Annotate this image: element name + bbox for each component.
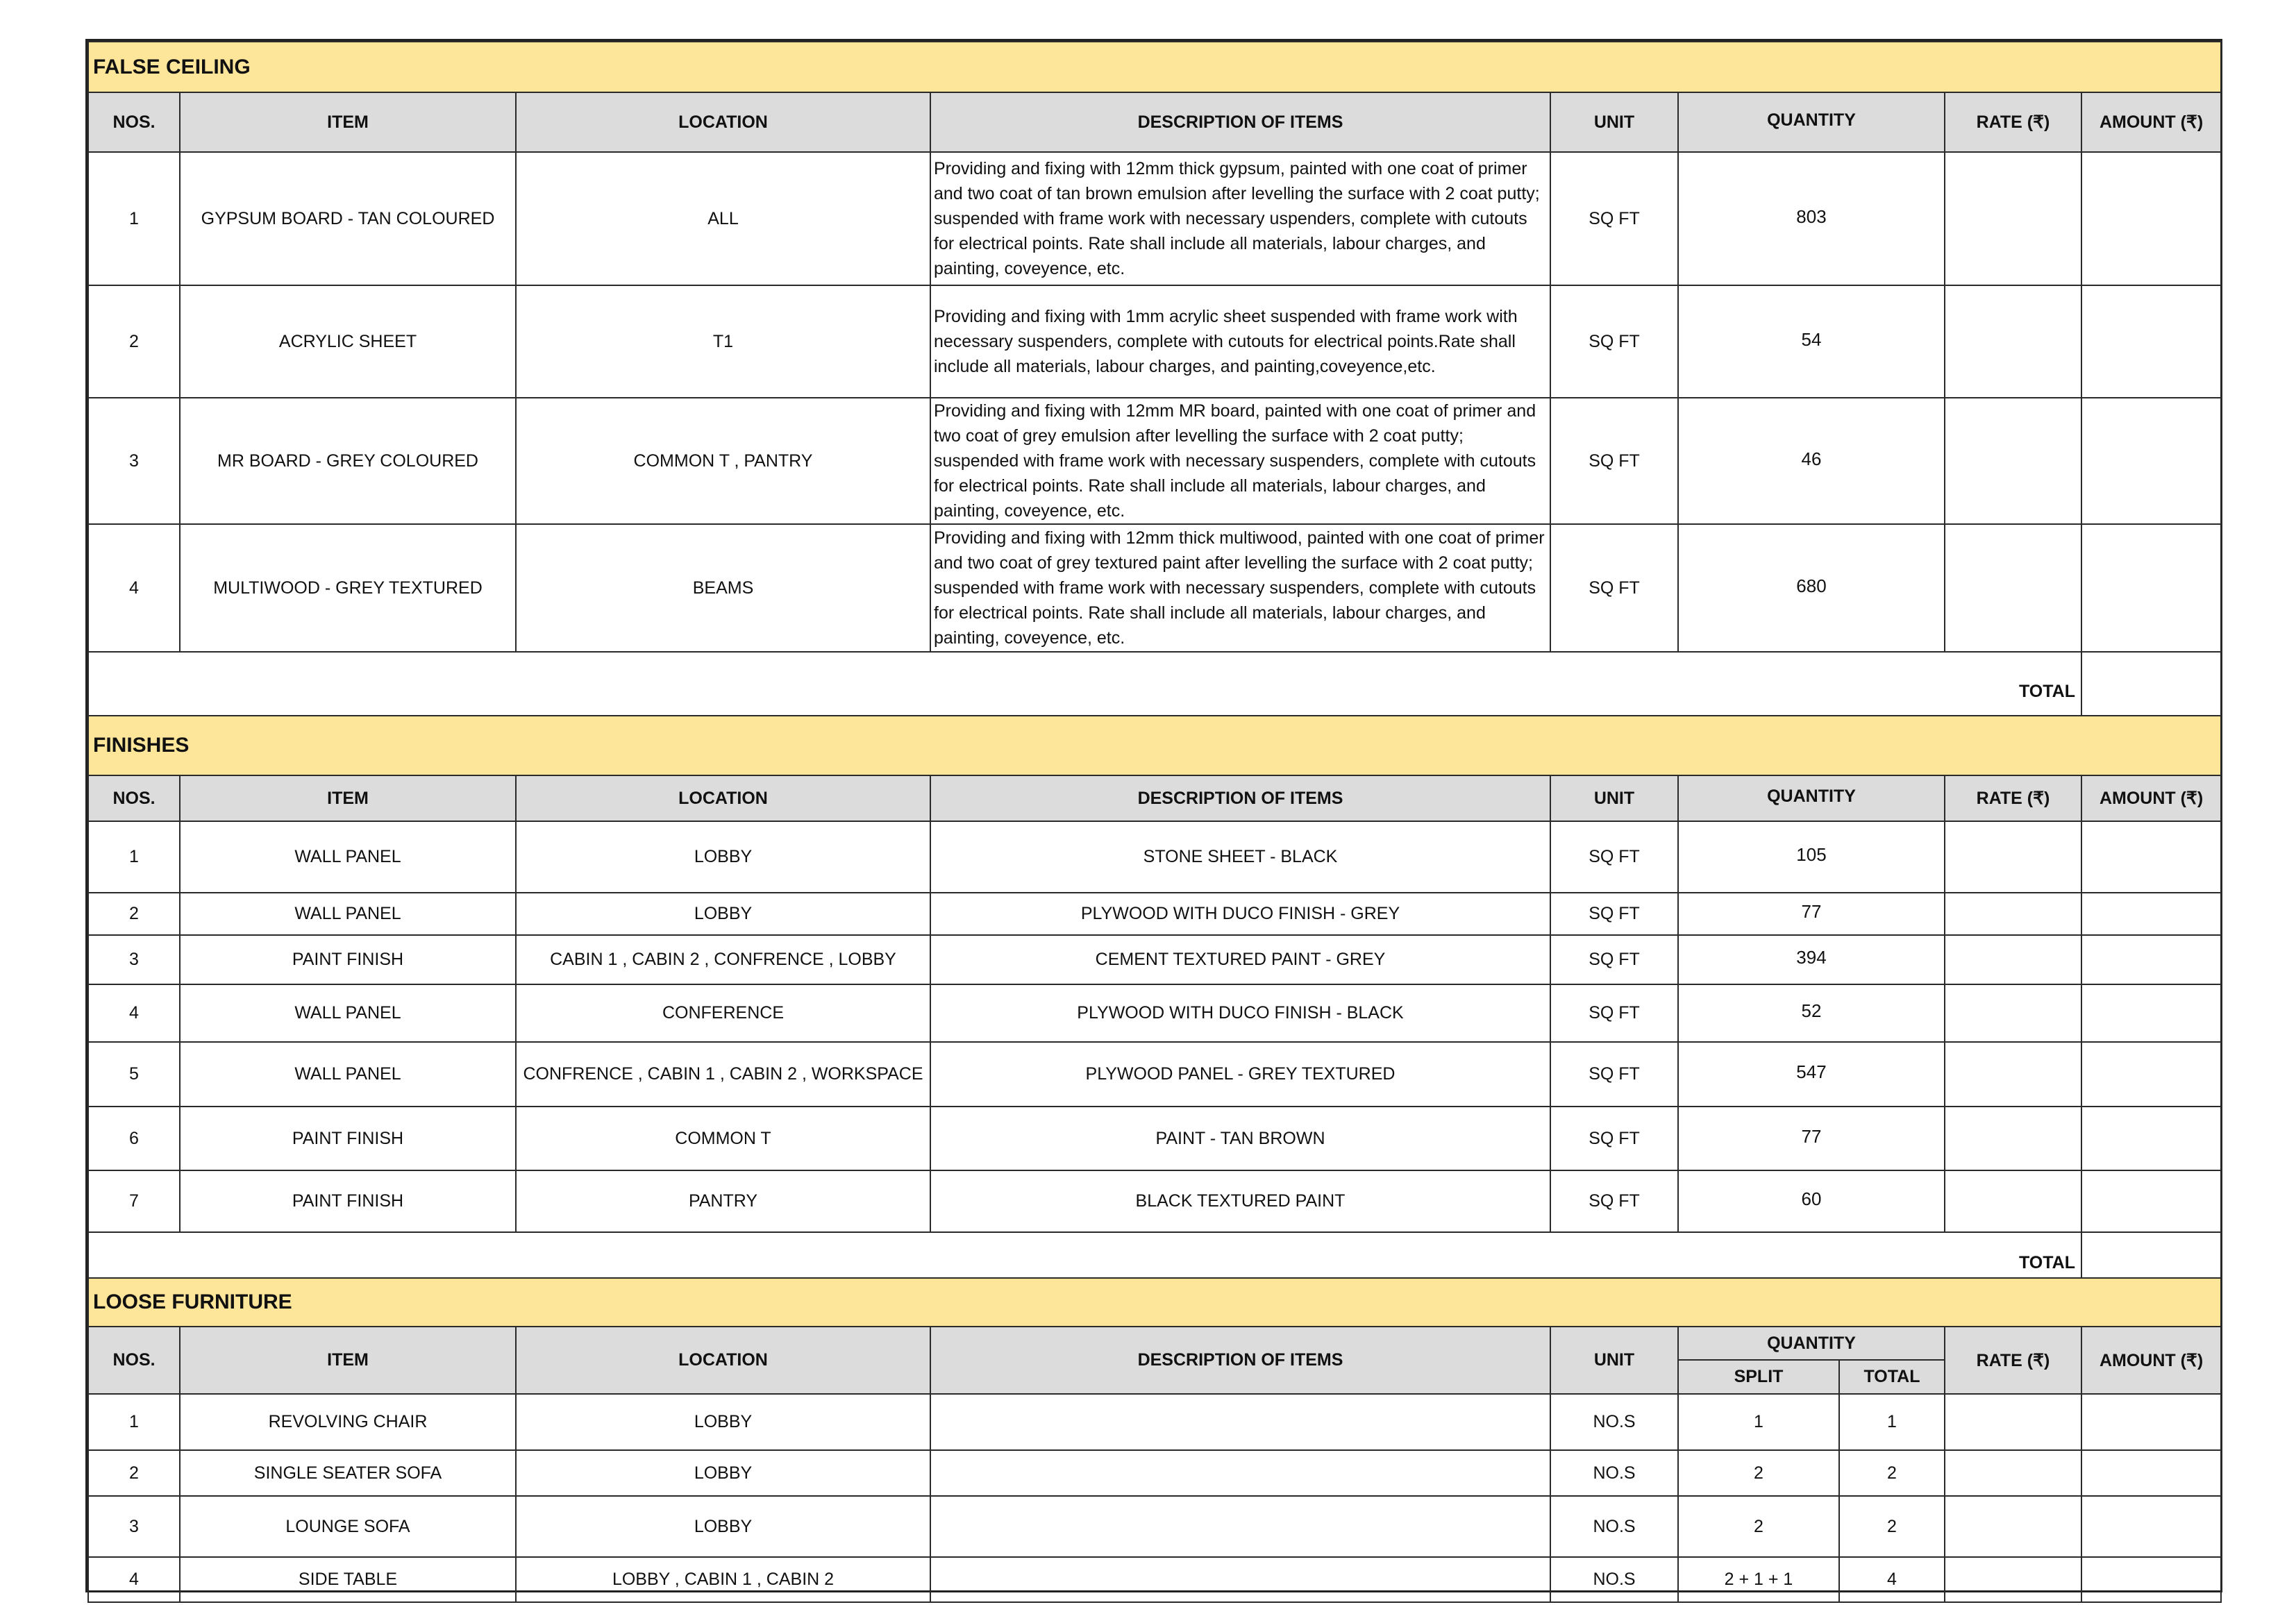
cell-rate[interactable] bbox=[1945, 152, 2081, 285]
col-split: SPLIT bbox=[1678, 1360, 1839, 1394]
cell-quantity: 394 bbox=[1678, 935, 1945, 984]
cell-quantity: 77 bbox=[1678, 893, 1945, 935]
col-item: ITEM bbox=[180, 1327, 516, 1394]
cell-item: PAINT FINISH bbox=[180, 1170, 516, 1232]
total-row bbox=[88, 652, 2221, 716]
col-unit: UNIT bbox=[1550, 1327, 1678, 1394]
col-location: LOCATION bbox=[516, 1327, 930, 1394]
cell-quantity: 547 bbox=[1678, 1042, 1945, 1107]
cell-unit: SQ FT bbox=[1550, 984, 1678, 1042]
boq-table bbox=[87, 41, 2222, 1603]
cell-item: MULTIWOOD - GREY TEXTURED bbox=[180, 524, 516, 652]
cell-amount[interactable] bbox=[2081, 1394, 2221, 1450]
col-amount: AMOUNT (₹) bbox=[2081, 92, 2221, 152]
cell-nos: 1 bbox=[88, 1394, 180, 1450]
col-nos: NOS. bbox=[88, 1327, 180, 1394]
cell-rate[interactable] bbox=[1945, 1042, 2081, 1107]
cell-unit: SQ FT bbox=[1550, 893, 1678, 935]
cell-nos: 1 bbox=[88, 152, 180, 285]
cell-quantity: 803 bbox=[1678, 152, 1945, 285]
cell-amount[interactable] bbox=[2081, 1107, 2221, 1170]
cell-location: COMMON T bbox=[516, 1107, 930, 1170]
cell-item: WALL PANEL bbox=[180, 1042, 516, 1107]
cell-quantity: 60 bbox=[1678, 1170, 1945, 1232]
cell-rate[interactable] bbox=[1945, 1496, 2081, 1557]
cell-total: 4 bbox=[1839, 1557, 1945, 1602]
cell-nos: 3 bbox=[88, 1496, 180, 1557]
col-description: DESCRIPTION OF ITEMS bbox=[930, 775, 1550, 821]
cell-description: PLYWOOD WITH DUCO FINISH - GREY bbox=[930, 893, 1550, 935]
col-unit: UNIT bbox=[1550, 92, 1678, 152]
section-loose-furniture bbox=[88, 1278, 2221, 1327]
col-item: ITEM bbox=[180, 92, 516, 152]
cell-rate[interactable] bbox=[1945, 1557, 2081, 1602]
cell-quantity: 105 bbox=[1678, 821, 1945, 893]
cell-split: 2 bbox=[1678, 1450, 1839, 1496]
cell-unit: SQ FT bbox=[1550, 821, 1678, 893]
cell-location: LOBBY bbox=[516, 1394, 930, 1450]
table-row bbox=[88, 1394, 2221, 1450]
col-nos: NOS. bbox=[88, 775, 180, 821]
bill-of-quantities-sheet bbox=[85, 39, 2222, 1592]
cell-nos: 4 bbox=[88, 984, 180, 1042]
cell-rate[interactable] bbox=[1945, 935, 2081, 984]
cell-unit: SQ FT bbox=[1550, 1042, 1678, 1107]
cell-item: WALL PANEL bbox=[180, 984, 516, 1042]
cell-description bbox=[930, 1450, 1550, 1496]
section-title: LOOSE FURNITURE bbox=[88, 1278, 2221, 1327]
cell-description: PLYWOOD PANEL - GREY TEXTURED bbox=[930, 1042, 1550, 1107]
table-row bbox=[88, 1557, 2221, 1602]
cell-location: BEAMS bbox=[516, 524, 930, 652]
table-row bbox=[88, 1496, 2221, 1557]
table-row bbox=[88, 398, 2221, 524]
section-title: FINISHES bbox=[88, 716, 2221, 775]
cell-rate[interactable] bbox=[1945, 984, 2081, 1042]
col-rate: RATE (₹) bbox=[1945, 775, 2081, 821]
cell-location: LOBBY bbox=[516, 893, 930, 935]
cell-location: T1 bbox=[516, 285, 930, 398]
cell-description: Providing and fixing with 12mm MR board, painted with one coat of primer and two coat of grey emulsion after levelling the surface with 2 coat putty; suspended with frame work with necessary suspenders, complete with cutouts for electrical points. Rate shall include all materials, labour charges, and painting, coveyence, etc. bbox=[930, 398, 1550, 524]
table-row bbox=[88, 1042, 2221, 1107]
table-row bbox=[88, 524, 2221, 652]
cell-quantity: 46 bbox=[1678, 398, 1945, 524]
cell-location: LOBBY bbox=[516, 1450, 930, 1496]
cell-unit: NO.S bbox=[1550, 1450, 1678, 1496]
cell-rate[interactable] bbox=[1945, 285, 2081, 398]
cell-location: LOBBY bbox=[516, 1496, 930, 1557]
cell-amount[interactable] bbox=[2081, 1042, 2221, 1107]
cell-location: CONFERENCE bbox=[516, 984, 930, 1042]
table-row bbox=[88, 285, 2221, 398]
cell-amount[interactable] bbox=[2081, 285, 2221, 398]
cell-unit: NO.S bbox=[1550, 1496, 1678, 1557]
cell-location: LOBBY bbox=[516, 821, 930, 893]
cell-description: CEMENT TEXTURED PAINT - GREY bbox=[930, 935, 1550, 984]
cell-description bbox=[930, 1496, 1550, 1557]
header-row bbox=[88, 92, 2221, 152]
cell-rate[interactable] bbox=[1945, 524, 2081, 652]
cell-split: 2 + 1 + 1 bbox=[1678, 1557, 1839, 1602]
cell-amount[interactable] bbox=[2081, 935, 2221, 984]
cell-location: COMMON T , PANTRY bbox=[516, 398, 930, 524]
cell-item: MR BOARD - GREY COLOURED bbox=[180, 398, 516, 524]
cell-amount[interactable] bbox=[2081, 152, 2221, 285]
cell-amount[interactable] bbox=[2081, 821, 2221, 893]
cell-description bbox=[930, 1394, 1550, 1450]
cell-description: PLYWOOD WITH DUCO FINISH - BLACK bbox=[930, 984, 1550, 1042]
col-quantity: QUANTITY bbox=[1678, 1327, 1945, 1360]
col-nos: NOS. bbox=[88, 92, 180, 152]
cell-unit: SQ FT bbox=[1550, 152, 1678, 285]
cell-rate[interactable] bbox=[1945, 1107, 2081, 1170]
cell-rate[interactable] bbox=[1945, 821, 2081, 893]
cell-amount[interactable] bbox=[2081, 1496, 2221, 1557]
cell-description: Providing and fixing with 12mm thick gypsum, painted with one coat of primer and two coat of tan brown emulsion after levelling the surface with 2 coat putty; suspended with frame work with necessary uspenders, complete with cutouts for electrical points. Rate shall include all materials, labour charges, and painting, coveyence, etc. bbox=[930, 152, 1550, 285]
section-false-ceiling bbox=[88, 42, 2221, 92]
cell-total: 2 bbox=[1839, 1450, 1945, 1496]
cell-unit: SQ FT bbox=[1550, 398, 1678, 524]
cell-location: LOBBY , CABIN 1 , CABIN 2 bbox=[516, 1557, 930, 1602]
cell-quantity: 54 bbox=[1678, 285, 1945, 398]
cell-amount[interactable] bbox=[2081, 524, 2221, 652]
cell-unit: NO.S bbox=[1550, 1557, 1678, 1602]
cell-item: ACRYLIC SHEET bbox=[180, 285, 516, 398]
cell-description: Providing and fixing with 1mm acrylic sheet suspended with frame work with necessary suspenders, complete with cutouts for electrical points.Rate shall include all materials, labour charges, and painting,coveyence,etc. bbox=[930, 285, 1550, 398]
cell-nos: 2 bbox=[88, 1450, 180, 1496]
cell-amount[interactable] bbox=[2081, 1557, 2221, 1602]
cell-unit: SQ FT bbox=[1550, 524, 1678, 652]
cell-item: GYPSUM BOARD - TAN COLOURED bbox=[180, 152, 516, 285]
table-row bbox=[88, 152, 2221, 285]
cell-description: Providing and fixing with 12mm thick multiwood, painted with one coat of primer and two coat of grey textured paint after levelling the surface with 2 coat putty; suspended with frame work with necessary suspenders, complete with cutouts for electrical points. Rate shall include all materials, labour charges, and painting, coveyence, etc. bbox=[930, 524, 1550, 652]
col-total: TOTAL bbox=[1839, 1360, 1945, 1394]
total-label: TOTAL bbox=[88, 652, 2081, 716]
col-rate: RATE (₹) bbox=[1945, 92, 2081, 152]
cell-description: PAINT - TAN BROWN bbox=[930, 1107, 1550, 1170]
cell-item: PAINT FINISH bbox=[180, 1107, 516, 1170]
total-amount[interactable] bbox=[2081, 652, 2221, 716]
header-row bbox=[88, 1327, 2221, 1360]
cell-item: SIDE TABLE bbox=[180, 1557, 516, 1602]
table-row bbox=[88, 1107, 2221, 1170]
cell-quantity: 52 bbox=[1678, 984, 1945, 1042]
cell-nos: 3 bbox=[88, 935, 180, 984]
col-amount: AMOUNT (₹) bbox=[2081, 775, 2221, 821]
cell-amount[interactable] bbox=[2081, 893, 2221, 935]
cell-amount[interactable] bbox=[2081, 398, 2221, 524]
cell-amount[interactable] bbox=[2081, 984, 2221, 1042]
section-finishes bbox=[88, 716, 2221, 775]
cell-item: WALL PANEL bbox=[180, 821, 516, 893]
section-title: FALSE CEILING bbox=[88, 42, 2221, 92]
cell-amount[interactable] bbox=[2081, 1450, 2221, 1496]
cell-description: STONE SHEET - BLACK bbox=[930, 821, 1550, 893]
cell-rate[interactable] bbox=[1945, 1394, 2081, 1450]
col-item: ITEM bbox=[180, 775, 516, 821]
total-row bbox=[88, 1232, 2221, 1278]
table-row bbox=[88, 984, 2221, 1042]
cell-unit: SQ FT bbox=[1550, 1107, 1678, 1170]
cell-rate[interactable] bbox=[1945, 1170, 2081, 1232]
col-quantity: QUANTITY bbox=[1678, 92, 1945, 152]
cell-location: CABIN 1 , CABIN 2 , CONFRENCE , LOBBY bbox=[516, 935, 930, 984]
total-label: TOTAL bbox=[88, 1232, 2081, 1278]
col-rate: RATE (₹) bbox=[1945, 1327, 2081, 1394]
table-row bbox=[88, 1170, 2221, 1232]
table-row bbox=[88, 821, 2221, 893]
cell-unit: SQ FT bbox=[1550, 1170, 1678, 1232]
cell-total: 1 bbox=[1839, 1394, 1945, 1450]
cell-unit: SQ FT bbox=[1550, 285, 1678, 398]
cell-description: BLACK TEXTURED PAINT bbox=[930, 1170, 1550, 1232]
cell-total: 2 bbox=[1839, 1496, 1945, 1557]
col-description: DESCRIPTION OF ITEMS bbox=[930, 92, 1550, 152]
cell-amount[interactable] bbox=[2081, 1170, 2221, 1232]
col-description: DESCRIPTION OF ITEMS bbox=[930, 1327, 1550, 1394]
cell-nos: 4 bbox=[88, 1557, 180, 1602]
col-location: LOCATION bbox=[516, 775, 930, 821]
col-unit: UNIT bbox=[1550, 775, 1678, 821]
cell-item: LOUNGE SOFA bbox=[180, 1496, 516, 1557]
cell-nos: 2 bbox=[88, 893, 180, 935]
col-amount: AMOUNT (₹) bbox=[2081, 1327, 2221, 1394]
cell-rate[interactable] bbox=[1945, 398, 2081, 524]
cell-split: 1 bbox=[1678, 1394, 1839, 1450]
cell-unit: NO.S bbox=[1550, 1394, 1678, 1450]
cell-location: PANTRY bbox=[516, 1170, 930, 1232]
col-location: LOCATION bbox=[516, 92, 930, 152]
table-row bbox=[88, 1450, 2221, 1496]
cell-nos: 7 bbox=[88, 1170, 180, 1232]
cell-item: REVOLVING CHAIR bbox=[180, 1394, 516, 1450]
cell-nos: 3 bbox=[88, 398, 180, 524]
table-row bbox=[88, 893, 2221, 935]
cell-nos: 2 bbox=[88, 285, 180, 398]
cell-unit: SQ FT bbox=[1550, 935, 1678, 984]
cell-location: CONFRENCE , CABIN 1 , CABIN 2 , WORKSPACE bbox=[516, 1042, 930, 1107]
cell-description bbox=[930, 1557, 1550, 1602]
cell-nos: 1 bbox=[88, 821, 180, 893]
cell-quantity: 77 bbox=[1678, 1107, 1945, 1170]
total-amount[interactable] bbox=[2081, 1232, 2221, 1278]
cell-quantity: 680 bbox=[1678, 524, 1945, 652]
cell-rate[interactable] bbox=[1945, 893, 2081, 935]
cell-nos: 5 bbox=[88, 1042, 180, 1107]
cell-nos: 6 bbox=[88, 1107, 180, 1170]
table-row bbox=[88, 935, 2221, 984]
cell-item: WALL PANEL bbox=[180, 893, 516, 935]
cell-item: PAINT FINISH bbox=[180, 935, 516, 984]
cell-rate[interactable] bbox=[1945, 1450, 2081, 1496]
header-row bbox=[88, 775, 2221, 821]
cell-location: ALL bbox=[516, 152, 930, 285]
col-quantity: QUANTITY bbox=[1678, 775, 1945, 821]
cell-item: SINGLE SEATER SOFA bbox=[180, 1450, 516, 1496]
cell-nos: 4 bbox=[88, 524, 180, 652]
cell-split: 2 bbox=[1678, 1496, 1839, 1557]
